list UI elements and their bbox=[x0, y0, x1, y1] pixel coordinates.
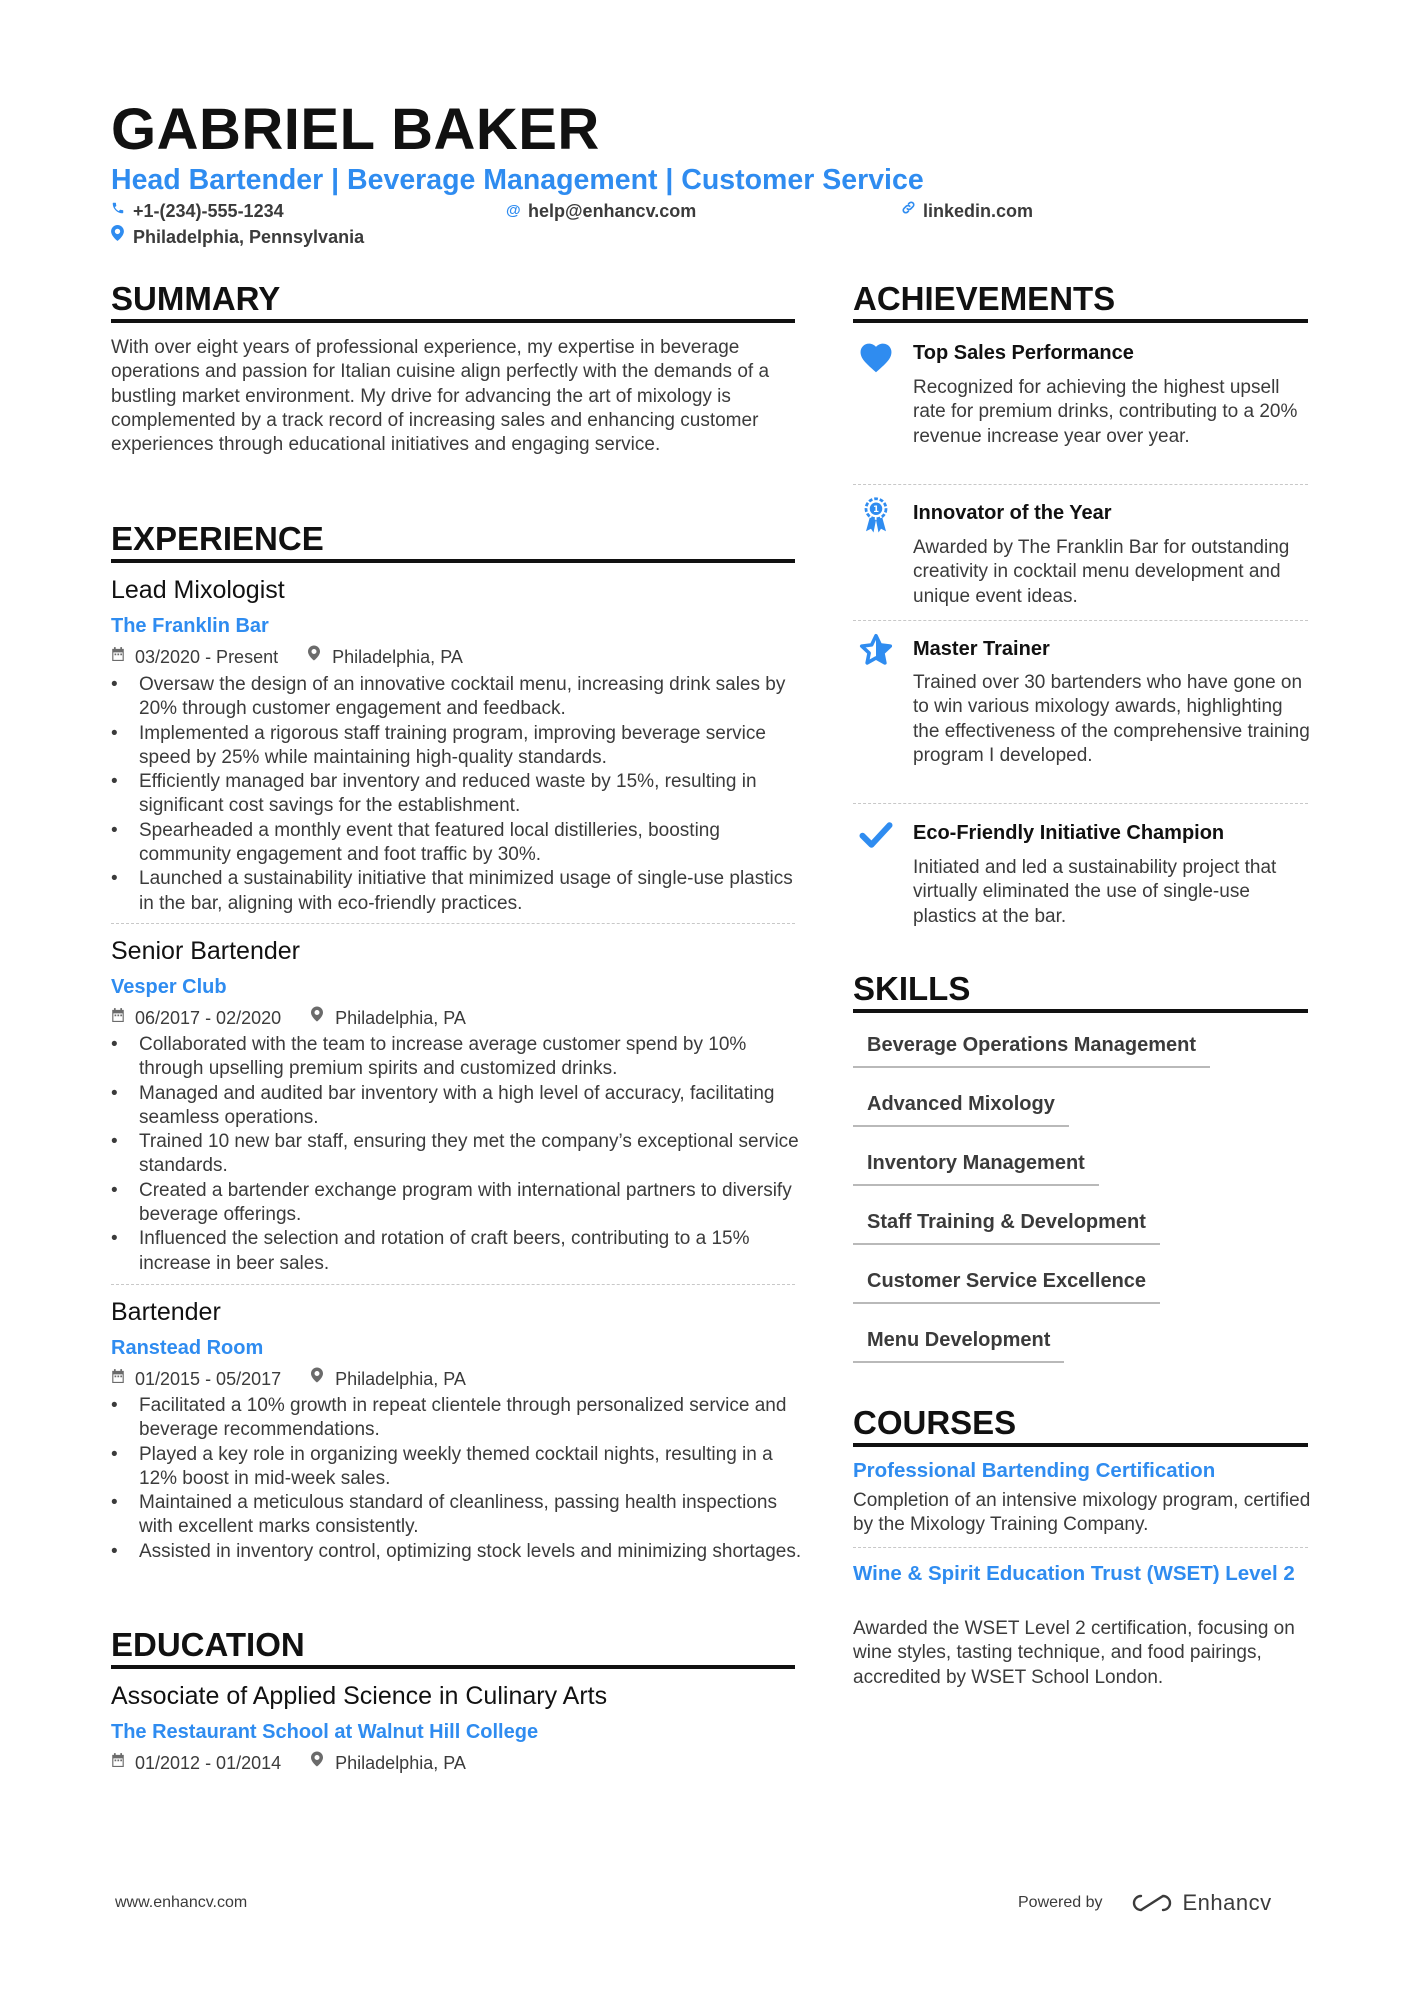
contact-email[interactable] bbox=[506, 199, 696, 223]
job-dates: 06/2017 - 02/2020 bbox=[135, 1007, 282, 1028]
entry-separator bbox=[853, 620, 1308, 621]
contact-phone[interactable] bbox=[111, 199, 284, 223]
bullet-item: • Launched a sustainability initiative that minimized usage of single-use plastics in the bar, aligning with eco-friendly practices. bbox=[111, 867, 811, 916]
course-text: Awarded the WSET Level 2 certification, focusing on wine styles, tasting technique, and food pairings, accredited by WSET School London. bbox=[853, 1618, 1295, 1688]
skill-tag: Staff Training & Development bbox=[853, 1209, 1160, 1245]
achievement-title: Master Trainer bbox=[913, 638, 1050, 660]
bullet-item: • Oversaw the design of an innovative cocktail menu, increasing drink sales by 20% through customer engagement and feedback. bbox=[111, 673, 811, 722]
job-location: Philadelphia, PA bbox=[332, 646, 463, 667]
footer-branding[interactable] bbox=[1018, 1890, 1272, 1916]
contact-location bbox=[111, 225, 364, 249]
footer-website[interactable]: www.enhancv.com bbox=[115, 1894, 248, 1911]
courses-divider bbox=[853, 1443, 1308, 1447]
education-dates: 01/2012 - 01/2014 bbox=[135, 1752, 282, 1773]
candidate-name: GABRIEL BAKER bbox=[111, 97, 600, 162]
bullet-item: • Collaborated with the team to increase average customer spend by 10% through upselling premium spirits and customized drinks. bbox=[111, 1033, 811, 1082]
job-bullets bbox=[111, 1394, 811, 1564]
job-meta bbox=[111, 1006, 466, 1029]
skill-tag: Advanced Mixology bbox=[853, 1091, 1069, 1127]
job-location: Philadelphia, PA bbox=[335, 1007, 466, 1028]
entry-separator bbox=[111, 1284, 795, 1285]
calendar-icon bbox=[111, 1752, 135, 1774]
heart-icon bbox=[856, 336, 896, 376]
achievement-title: Eco-Friendly Initiative Champion bbox=[913, 822, 1225, 844]
bullet-item: • Influenced the selection and rotation of craft beers, contributing to a 15% increase in beer sales. bbox=[111, 1227, 811, 1276]
bullet-item: • Managed and audited bar inventory with a high level of accuracy, facilitating seamless operations. bbox=[111, 1082, 811, 1131]
bullet-item: • Trained 10 new bar staff, ensuring they met the company’s exceptional service standards. bbox=[111, 1130, 811, 1179]
job-bullets bbox=[111, 673, 811, 916]
company-name: The Franklin Bar bbox=[111, 615, 269, 637]
company-name: Ranstead Room bbox=[111, 1337, 264, 1359]
star-icon bbox=[856, 630, 896, 670]
entry-separator bbox=[853, 484, 1308, 485]
location-pin-icon bbox=[311, 1367, 335, 1390]
summary-heading: SUMMARY bbox=[111, 280, 281, 317]
company-name: Vesper Club bbox=[111, 976, 227, 998]
skill-tag: Menu Development bbox=[853, 1327, 1064, 1363]
achievements-heading: ACHIEVEMENTS bbox=[853, 280, 1116, 317]
award-ribbon-icon bbox=[856, 495, 896, 535]
brand-name: Enhancv bbox=[1182, 1890, 1272, 1915]
bullet-item: • Assisted in inventory control, optimizing stock levels and minimizing shortages. bbox=[111, 1540, 811, 1564]
calendar-icon bbox=[111, 1007, 135, 1029]
at-sign-icon: @ bbox=[506, 202, 521, 219]
location-text: Philadelphia, Pennsylvania bbox=[133, 227, 365, 247]
phone-text: +1-(234)-555-1234 bbox=[133, 201, 284, 221]
phone-icon bbox=[111, 199, 133, 223]
summary-text: With over eight years of professional experience, my expertise in beverage operations and passion for Italian cuisine align perfectly with the demands of a bustling market environment. My drive for advancing the art of mixology is complemented by a track record of increasing sales and enhancing customer experiences through educational initiatives and engaging service. bbox=[111, 337, 770, 456]
bullet-item: • Efficiently managed bar inventory and reduced waste by 15%, resulting in significant cost savings for the establishment. bbox=[111, 770, 811, 819]
link-icon bbox=[901, 199, 923, 223]
achievement-text: Recognized for achieving the highest upsell rate for premium drinks, contributing to a 20% revenue increase year over year. bbox=[913, 377, 1298, 447]
linkedin-text: linkedin.com bbox=[923, 201, 1034, 221]
job-location: Philadelphia, PA bbox=[335, 1368, 466, 1389]
course-title: Professional Bartending Certification bbox=[853, 1459, 1216, 1482]
education-meta bbox=[111, 1751, 466, 1774]
calendar-icon bbox=[111, 1368, 135, 1390]
achievements-divider bbox=[853, 319, 1308, 323]
achievement-text: Trained over 30 bartenders who have gone on to win various mixology awards, highlighting the effectiveness of the comprehensive training program I developed. bbox=[913, 672, 1310, 766]
svg-text:1: 1 bbox=[872, 504, 880, 515]
job-title: Senior Bartender bbox=[111, 937, 301, 965]
entry-separator bbox=[111, 923, 795, 924]
headline: Head Bartender | Beverage Management | Customer Service bbox=[111, 164, 924, 196]
bullet-item: • Implemented a rigorous staff training program, improving beverage service speed by 25% while maintaining high-quality standards. bbox=[111, 722, 811, 771]
achievement-title: Innovator of the Year bbox=[913, 502, 1112, 524]
job-dates: 01/2015 - 05/2017 bbox=[135, 1368, 282, 1389]
skills-heading: SKILLS bbox=[853, 970, 971, 1007]
summary-divider bbox=[111, 319, 795, 323]
course-text: Completion of an intensive mixology program, certified by the Mixology Training Company. bbox=[853, 1490, 1311, 1536]
location-pin-icon bbox=[308, 645, 332, 668]
enhancv-logo-icon bbox=[1129, 1891, 1175, 1915]
experience-heading: EXPERIENCE bbox=[111, 520, 324, 557]
calendar-icon bbox=[111, 646, 135, 668]
achievement-text: Initiated and led a sustainability project that virtually eliminated the use of single-use plastics at the bar. bbox=[913, 857, 1277, 927]
skills-divider bbox=[853, 1009, 1308, 1013]
course-title: Wine & Spirit Education Trust (WSET) Level 2 bbox=[853, 1562, 1295, 1585]
job-title: Bartender bbox=[111, 1298, 221, 1326]
achievement-title: Top Sales Performance bbox=[913, 342, 1134, 364]
bullet-item: • Created a bartender exchange program with international partners to diversify beverage offerings. bbox=[111, 1179, 811, 1228]
powered-by-text: Powered by bbox=[1018, 1894, 1103, 1911]
education-divider bbox=[111, 1665, 795, 1669]
education-location: Philadelphia, PA bbox=[335, 1752, 466, 1773]
location-pin-icon bbox=[311, 1751, 335, 1774]
bullet-item: • Spearheaded a monthly event that featured local distilleries, boosting community engagement and foot traffic by 30%. bbox=[111, 819, 811, 868]
education-heading: EDUCATION bbox=[111, 1626, 305, 1663]
location-pin-icon bbox=[311, 1006, 335, 1029]
entry-separator bbox=[853, 803, 1308, 804]
location-pin-icon bbox=[111, 225, 133, 249]
skill-tag: Beverage Operations Management bbox=[853, 1032, 1210, 1068]
contact-linkedin[interactable] bbox=[901, 199, 1033, 223]
job-bullets bbox=[111, 1033, 811, 1276]
achievement-text: Awarded by The Franklin Bar for outstanding creativity in cocktail menu development and unique event ideas. bbox=[913, 537, 1290, 607]
skill-tag: Inventory Management bbox=[853, 1150, 1099, 1186]
entry-separator bbox=[853, 1547, 1308, 1548]
bullet-item: • Played a key role in organizing weekly themed cocktail nights, resulting in a 12% boost in mid-week sales. bbox=[111, 1443, 811, 1492]
skill-tag: Customer Service Excellence bbox=[853, 1268, 1160, 1304]
experience-divider bbox=[111, 559, 795, 563]
job-meta bbox=[111, 1367, 466, 1390]
bullet-item: • Maintained a meticulous standard of cleanliness, passing health inspections with excellent marks consistently. bbox=[111, 1491, 811, 1540]
school-name: The Restaurant School at Walnut Hill College bbox=[111, 1721, 539, 1743]
checkmark-icon bbox=[856, 815, 896, 855]
degree-title: Associate of Applied Science in Culinary Arts bbox=[111, 1682, 608, 1710]
job-dates: 03/2020 - Present bbox=[135, 646, 279, 667]
job-title: Lead Mixologist bbox=[111, 576, 285, 604]
bullet-item: • Facilitated a 10% growth in repeat clientele through personalized service and beverage recommendations. bbox=[111, 1394, 811, 1443]
courses-heading: COURSES bbox=[853, 1404, 1017, 1441]
job-meta bbox=[111, 645, 463, 668]
email-text: help@enhancv.com bbox=[528, 201, 697, 221]
